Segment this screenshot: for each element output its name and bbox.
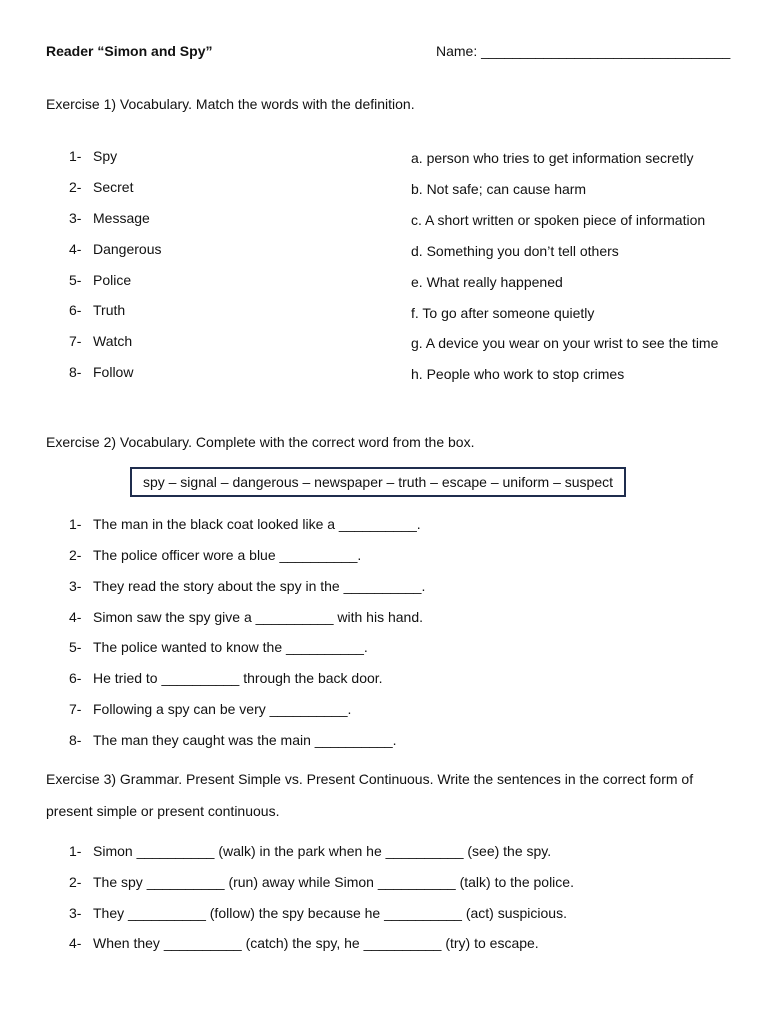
vocab-word: Spy: [93, 148, 118, 164]
item-number: 5-: [69, 272, 82, 288]
definition: d. Something you don’t tell others: [411, 243, 619, 259]
item-number: 2-: [69, 874, 82, 890]
item-number: 1-: [69, 843, 82, 859]
sentence: The police officer wore a blue __________.: [93, 547, 362, 563]
item-number: 1-: [69, 148, 82, 164]
sentence: Simon __________ (walk) in the park when he __________ (see) the spy.: [93, 843, 552, 859]
vocab-word: Truth: [93, 302, 126, 318]
vocab-word: Police: [93, 272, 132, 288]
vocab-word: Secret: [93, 179, 134, 195]
vocab-word: Dangerous: [93, 241, 162, 257]
sentence: Following a spy can be very __________.: [93, 701, 352, 717]
definition: a. person who tries to get information secretly: [411, 150, 694, 166]
definition: c. A short written or spoken piece of information: [411, 212, 706, 228]
item-number: 2-: [69, 179, 82, 195]
item-number: 5-: [69, 639, 82, 655]
vocab-word: Follow: [93, 364, 134, 380]
item-number: 3-: [69, 905, 82, 921]
name-field[interactable]: Name: ________________________________: [436, 43, 731, 59]
sentence: The man they caught was the main __________.: [93, 732, 397, 748]
sentence: The spy __________ (run) away while Simon __________ (talk) to the police.: [93, 874, 574, 890]
item-number: 4-: [69, 935, 82, 951]
item-number: 8-: [69, 732, 82, 748]
sentence: They read the story about the spy in the __________.: [93, 578, 426, 594]
sentence: When they __________ (catch) the spy, he __________ (try) to escape.: [93, 935, 539, 951]
word-box-text: spy – signal – dangerous – newspaper – truth – escape – uniform – suspect: [142, 474, 614, 490]
sentence: They __________ (follow) the spy because he __________ (act) suspicious.: [93, 905, 567, 921]
item-number: 7-: [69, 701, 82, 717]
word-box: [130, 467, 626, 497]
worksheet-title: Reader “Simon and Spy”: [46, 43, 213, 59]
sentence: The man in the black coat looked like a __________.: [93, 516, 421, 532]
item-number: 7-: [69, 333, 82, 349]
item-number: 4-: [69, 609, 82, 625]
exercise2-heading: Exercise 2) Vocabulary. Complete with the correct word from the box.: [46, 434, 475, 450]
sentence: He tried to __________ through the back door.: [93, 670, 383, 686]
item-number: 8-: [69, 364, 82, 380]
item-number: 1-: [69, 516, 82, 532]
sentence: Simon saw the spy give a __________ with his hand.: [93, 609, 423, 625]
sentence: The police wanted to know the __________.: [93, 639, 368, 655]
definition: e. What really happened: [411, 274, 563, 290]
item-number: 2-: [69, 547, 82, 563]
item-number: 4-: [69, 241, 82, 257]
exercise3-heading: Exercise 3) Grammar. Present Simple vs. Present Continuous. Write the sentences in the correct form of: [46, 771, 694, 787]
item-number: 3-: [69, 578, 82, 594]
item-number: 3-: [69, 210, 82, 226]
item-number: 6-: [69, 302, 82, 318]
definition: h. People who work to stop crimes: [411, 366, 625, 382]
exercise1-heading: Exercise 1) Vocabulary. Match the words with the definition.: [46, 96, 415, 112]
definition: b. Not safe; can cause harm: [411, 181, 587, 197]
definition: g. A device you wear on your wrist to see the time: [411, 335, 719, 351]
item-number: 6-: [69, 670, 82, 686]
definition: f. To go after someone quietly: [411, 305, 595, 321]
vocab-word: Message: [93, 210, 150, 226]
exercise3-heading-continued: present simple or present continuous.: [46, 803, 280, 819]
vocab-word: Watch: [93, 333, 133, 349]
